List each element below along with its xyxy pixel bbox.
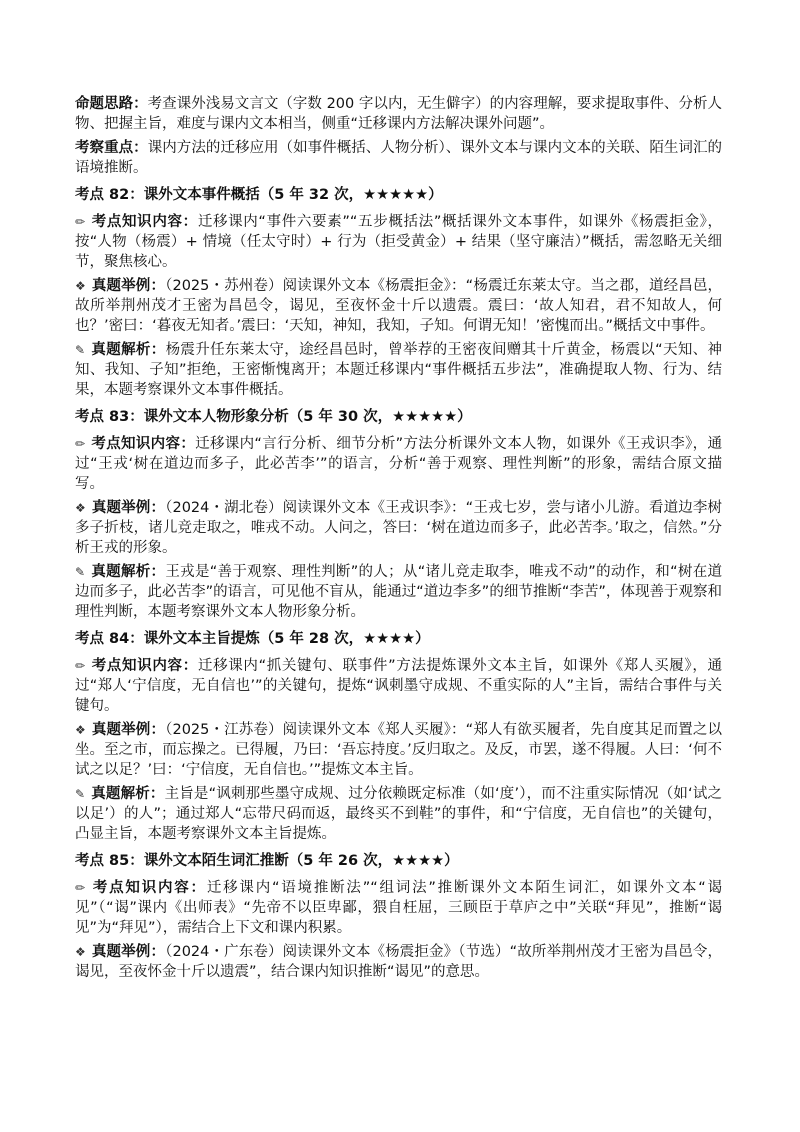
knowledge-text: 迁移课内“事件六要素”“五步概括法”概括课外文本事件，如课外《杨震拒金》，按“人物（杨震）+ 情境（任太守时）+ 行为（拒受黄金）+ 结果（坚守廉洁）”概括，需忽略无关细节，聚焦核心。: [75, 214, 723, 270]
exam-example: [75, 276, 722, 336]
example-label: 真题举例：: [91, 500, 166, 516]
example-text: （2025・江苏卷）阅读课外文本《郑人买履》：“郑人有欲买履者，先自度其足而置之以坐。至之市，而忘操之。已得履，乃曰：‘吾忘持度。’反归取之。及反，市罢，遂不得履。人曰：‘何不试之以足？’曰：‘宁信度，无自信也。’”提炼文本主旨。: [75, 722, 722, 778]
example-label: 真题举例：: [91, 278, 166, 294]
exam-analysis: [75, 340, 722, 400]
pencil-edit-icon: ✎: [75, 787, 86, 801]
exam-point-heading: 考点 84：课外文本主旨提炼（5 年 28 次，★★★★）: [75, 631, 430, 647]
analysis-label: 真题解析：: [91, 786, 165, 802]
knowledge-label: 考点知识内容：: [91, 436, 196, 452]
example-label: 真题举例：: [91, 722, 166, 738]
exam-example: [75, 498, 722, 558]
exam-analysis: [75, 562, 722, 622]
proposition-approach-text: 考查课外浅易文言文（字数 200 字以内，无生僻字）的内容理解，要求提取事件、分析人物、把握主旨，难度与课内文本相当，侧重“迁移课内方法解决课外问题”。: [75, 96, 722, 132]
knowledge-content: [75, 656, 722, 716]
pencil-icon: ✏: [75, 215, 86, 229]
example-text: （2024・湖北卷）阅读课外文本《王戎识李》：“王戎七岁，尝与诸小儿游。看道边李树多子折枝，诸儿竞走取之，唯戎不动。人问之，答曰：‘树在道边而多子，此必苦李。’取之，信然。”分析王戎的形象。: [75, 500, 722, 556]
analysis-text: 杨震升任东莱太守，途经昌邑时，曾举荐的王密夜间赠其十斤黄金，杨震以“天知、神知、我知、子知”拒绝，王密惭愧离开；本题迁移课内“事件概括五步法”，准确提取人物、行为、结果，本题考察课外文本事件概括。: [75, 342, 722, 398]
example-label: 真题举例：: [91, 944, 166, 960]
exam-point-heading: 考点 85：课外文本陌生词汇推断（5 年 26 次，★★★★）: [75, 853, 459, 869]
knowledge-text: 迁移课内“抓关键句、联事件”方法提炼课外文本主旨，如课外《郑人买履》，通过“郑人‘宁信度，无自信也’”的关键句，提炼“讽刺墨守成规、不重实际的人”主旨，需结合事件与关键句。: [75, 658, 723, 714]
exam-point-heading: 考点 83：课外文本人物形象分析（5 年 30 次，★★★★★）: [75, 409, 472, 425]
pencil-icon: ✏: [75, 881, 86, 895]
diamond-icon: ❖: [75, 723, 86, 737]
knowledge-content: [75, 434, 722, 494]
exam-point-section: [75, 629, 722, 844]
analysis-text: 主旨是“讽刺那些墨守成规、过分依赖既定标准（如‘度’），而不注重实际情况（如‘试之以足’）的人”；通过郑人“忘带尺码而返，最终买不到鞋”的事件，和“宁信度，无自信也”的关键句，凸显主旨，本题考察课外文本主旨提炼。: [75, 786, 723, 842]
knowledge-label: 考点知识内容：: [91, 880, 207, 896]
knowledge-content: [75, 878, 722, 938]
example-text: （2025・苏州卷）阅读课外文本《杨震拒金》：“杨震迁东莱太守。当之郡，道经昌邑，故所举荆州茂才王密为昌邑令，谒见，至夜怀金十斤以遗震。震曰：‘故人知君，君不知故人，何也？’密曰：‘暮夜无知者。’震曰：‘天知，神知，我知，子知。何谓无知！’密愧而出。”概括文中事件。: [75, 278, 722, 334]
analysis-text: 王戎是“善于观察、理性判断”的人；从“诸儿竞走取李，唯戎不动”的动作，和“树在道边而多子，此必苦李”的语言，可见他不盲从，能通过“道边李多”的细节推断“李苦”，体现善于观察和理性判断，本题考察课外文本人物形象分析。: [75, 564, 723, 620]
example-text: （2024・广东卷）阅读课外文本《杨震拒金》（节选）“故所举荆州茂才王密为昌邑令，谒见，至夜怀金十斤以遗震”，结合课内知识推断“谒见”的意思。: [75, 944, 722, 980]
exam-focus-text: 课内方法的迁移应用（如事件概括、人物分析）、课外文本与课内文本的关联、陌生词汇的语境推断。: [75, 140, 723, 176]
pencil-icon: ✏: [75, 659, 86, 673]
analysis-label: 真题解析：: [91, 564, 166, 580]
diamond-icon: ❖: [75, 279, 86, 293]
exam-focus: [75, 138, 722, 178]
pencil-icon: ✏: [75, 437, 86, 451]
exam-point-section: [75, 851, 722, 982]
knowledge-label: 考点知识内容：: [91, 214, 198, 230]
analysis-label: 真题解析：: [91, 342, 166, 358]
exam-example: [75, 942, 722, 982]
knowledge-text: 迁移课内“语境推断法”“组词法”推断课外文本陌生词汇，如课外文本“谒见”（“谒”课内《出师表》“先帝不以臣卑鄙，猥自枉屈，三顾臣于草庐之中”关联“拜见”，推断“谒见”为“拜见”），需结合上下文和课内积累。: [75, 880, 723, 936]
exam-point-section: [75, 407, 722, 622]
exam-point-heading: 考点 82：课外文本事件概括（5 年 32 次，★★★★★）: [75, 187, 443, 203]
exam-point-section: [75, 185, 722, 400]
diamond-icon: ❖: [75, 501, 86, 515]
proposition-approach: [75, 94, 722, 134]
pencil-edit-icon: ✎: [75, 565, 86, 579]
knowledge-content: [75, 212, 722, 272]
diamond-icon: ❖: [75, 945, 86, 959]
knowledge-label: 考点知识内容：: [91, 658, 198, 674]
proposition-approach-label: 命题思路：: [75, 96, 148, 112]
exam-example: [75, 720, 722, 780]
exam-focus-label: 考察重点：: [75, 140, 148, 156]
exam-analysis: [75, 784, 722, 844]
knowledge-text: 迁移课内“言行分析、细节分析”方法分析课外文本人物，如课外《王戎识李》，通过“王戎‘树在道边而多子，此必苦李’”的语言，分析“善于观察、理性判断”的形象，需结合原文描写。: [75, 436, 722, 492]
pencil-edit-icon: ✎: [75, 343, 86, 357]
